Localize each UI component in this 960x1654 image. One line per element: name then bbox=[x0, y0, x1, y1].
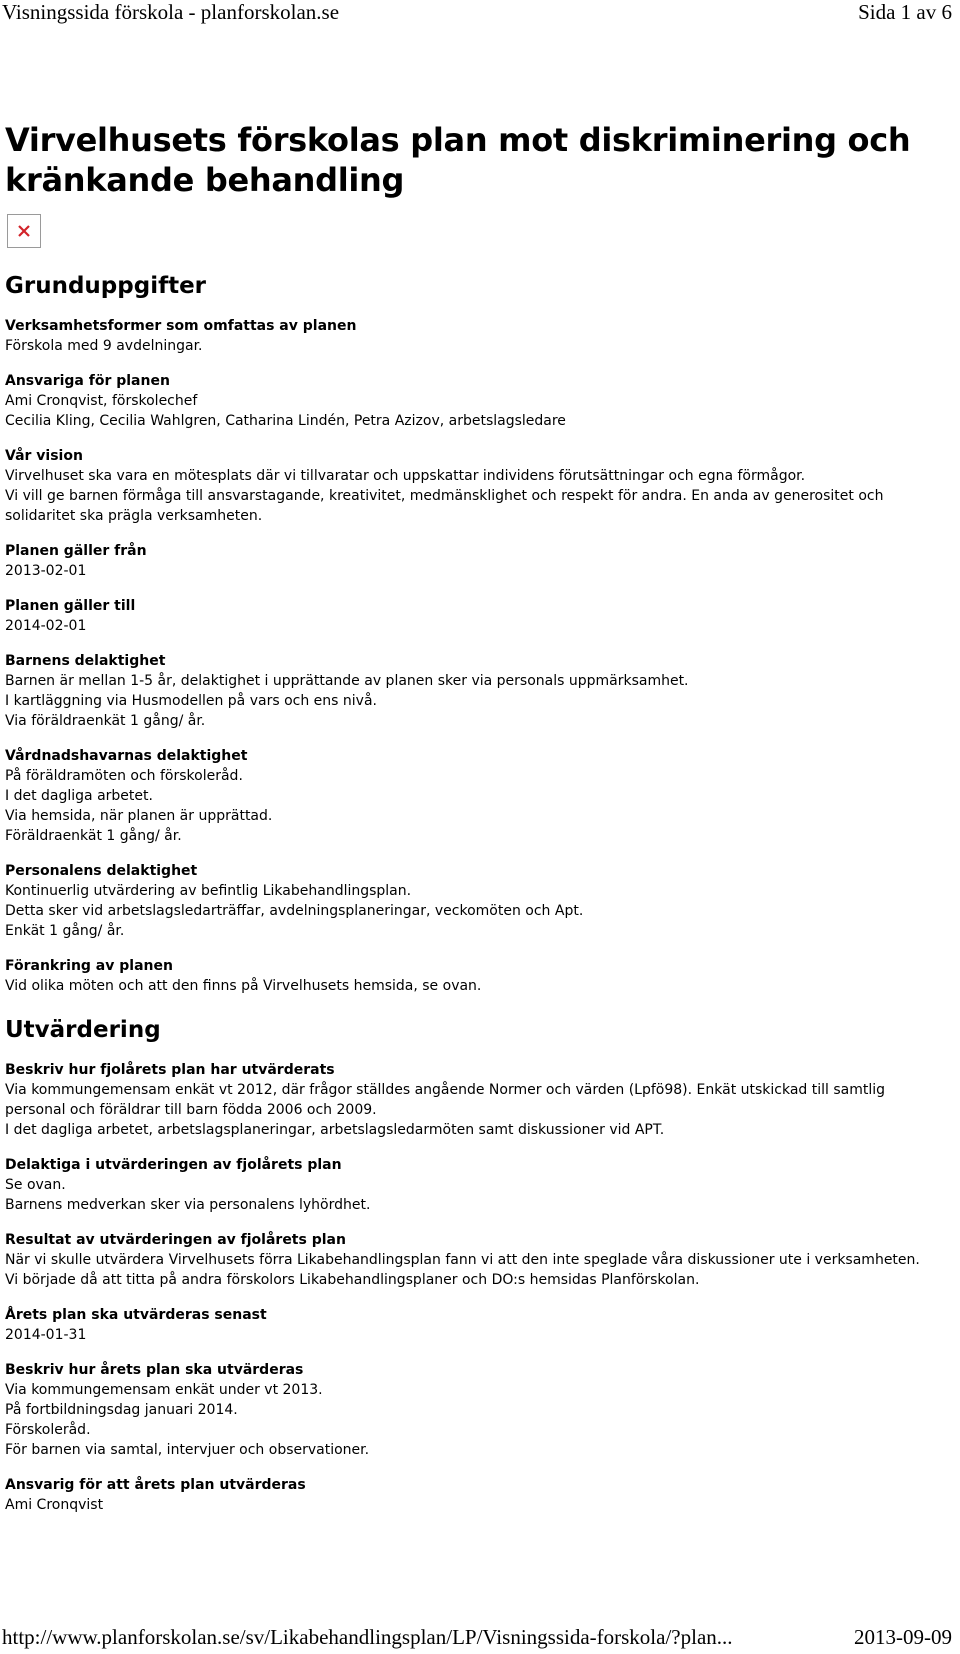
field-label: Årets plan ska utvärderas senast bbox=[5, 1307, 267, 1323]
field-block bbox=[5, 861, 945, 941]
field-block bbox=[5, 1305, 945, 1345]
field-value: Via kommungemensam enkät vt 2012, där frågor ställdes angående Normer och värden (Lpfö98). Enkät utskickad till samtlig personal och föräldrar till barn födda 2006 och 2009. bbox=[5, 1082, 886, 1118]
field-label: Vår vision bbox=[5, 448, 83, 464]
document-title: Virvelhusets förskolas plan mot diskriminering och kränkande behandling bbox=[5, 121, 911, 199]
field-value: Kontinuerlig utvärdering av befintlig Likabehandlingsplan. bbox=[5, 883, 412, 899]
field-label: Personalens delaktighet bbox=[5, 863, 198, 879]
field-label: Vårdnadshavarnas delaktighet bbox=[5, 748, 248, 764]
field-value: Förskoleråd. bbox=[5, 1422, 91, 1438]
field-value: På föräldramöten och förskoleråd. bbox=[5, 768, 243, 784]
header-title: Visningssida förskola - planforskolan.se bbox=[2, 0, 340, 24]
field-value: 2014-01-31 bbox=[5, 1327, 87, 1343]
header-page-number: Sida 1 av 6 bbox=[858, 0, 952, 24]
field-label: Planen gäller till bbox=[5, 598, 136, 614]
field-value: Föräldraenkät 1 gång/ år. bbox=[5, 828, 182, 844]
field-label: Delaktiga i utvärderingen av fjolårets plan bbox=[5, 1157, 342, 1173]
field-value: Via hemsida, när planen är upprättad. bbox=[5, 808, 273, 824]
field-value: Ami Cronqvist bbox=[5, 1497, 104, 1513]
utvardering-list bbox=[5, 1060, 945, 1515]
field-block bbox=[5, 1060, 945, 1140]
field-block bbox=[5, 746, 945, 846]
field-value: Se ovan. bbox=[5, 1177, 66, 1193]
field-block bbox=[5, 596, 945, 636]
field-value: Vi började då att titta på andra förskolors Likabehandlingsplaner och DO:s hemsidas Planförskolan. bbox=[5, 1272, 700, 1288]
field-value: Vi vill ge barnen förmåga till ansvarstagande, kreativitet, medmänsklighet och respekt för andra. En anda av generositet och solidaritet ska prägla verksamheten. bbox=[5, 488, 884, 524]
field-label: Planen gäller från bbox=[5, 543, 147, 559]
broken-image-icon bbox=[7, 214, 41, 248]
field-value: I det dagliga arbetet. bbox=[5, 788, 153, 804]
field-label: Ansvarig för att årets plan utvärderas bbox=[5, 1477, 306, 1493]
field-block bbox=[5, 651, 945, 731]
field-label: Verksamhetsformer som omfattas av planen bbox=[5, 318, 357, 334]
field-block bbox=[5, 1360, 945, 1460]
field-block bbox=[5, 1475, 945, 1515]
field-label: Ansvariga för planen bbox=[5, 373, 170, 389]
field-value: I det dagliga arbetet, arbetslagsplaneringar, arbetslagsledarmöten samt diskussioner vid APT. bbox=[5, 1122, 665, 1138]
field-value: 2014-02-01 bbox=[5, 618, 87, 634]
field-value: Enkät 1 gång/ år. bbox=[5, 923, 125, 939]
field-block bbox=[5, 541, 945, 581]
field-value: Via kommungemensam enkät under vt 2013. bbox=[5, 1382, 323, 1398]
footer-date: 2013-09-09 bbox=[854, 1625, 952, 1649]
section-heading-utvardering: Utvärdering bbox=[5, 1017, 161, 1043]
field-value: 2013-02-01 bbox=[5, 563, 87, 579]
field-value: I kartläggning via Husmodellen på vars och ens nivå. bbox=[5, 693, 377, 709]
field-value: När vi skulle utvärdera Virvelhusets förra Likabehandlingsplan fann vi att den inte speglade våra diskussioner ute i verksamheten. bbox=[5, 1252, 920, 1268]
field-value: Vid olika möten och att den finns på Virvelhusets hemsida, se ovan. bbox=[5, 978, 482, 994]
field-value: Cecilia Kling, Cecilia Wahlgren, Catharina Lindén, Petra Azizov, arbetslagsledare bbox=[5, 413, 566, 429]
field-value: Virvelhuset ska vara en mötesplats där vi tillvaratar och uppskattar individens förutsättningar och egna förmågor. bbox=[5, 468, 806, 484]
field-block bbox=[5, 371, 945, 431]
print-header bbox=[0, 0, 960, 26]
field-label: Resultat av utvärderingen av fjolårets plan bbox=[5, 1232, 346, 1248]
field-value: Förskola med 9 avdelningar. bbox=[5, 338, 203, 354]
print-footer bbox=[0, 1622, 960, 1654]
field-value: Ami Cronqvist, förskolechef bbox=[5, 393, 198, 409]
field-label: Förankring av planen bbox=[5, 958, 173, 974]
field-label: Beskriv hur årets plan ska utvärderas bbox=[5, 1362, 304, 1378]
document-content bbox=[5, 120, 945, 1530]
grunduppgifter-list bbox=[5, 316, 945, 996]
field-value: För barnen via samtal, intervjuer och observationer. bbox=[5, 1442, 370, 1458]
field-label: Barnens delaktighet bbox=[5, 653, 166, 669]
section-heading-grunduppgifter: Grunduppgifter bbox=[5, 273, 207, 299]
field-value: Barnen är mellan 1-5 år, delaktighet i upprättande av planen sker via personals uppmärksamhet. bbox=[5, 673, 689, 689]
field-block bbox=[5, 1155, 945, 1215]
field-block bbox=[5, 446, 945, 526]
field-value: Detta sker vid arbetslagsledarträffar, avdelningsplaneringar, veckomöten och Apt. bbox=[5, 903, 584, 919]
field-block bbox=[5, 956, 945, 996]
field-value: Barnens medverkan sker via personalens lyhördhet. bbox=[5, 1197, 371, 1213]
field-block bbox=[5, 316, 945, 356]
field-value: På fortbildningsdag januari 2014. bbox=[5, 1402, 238, 1418]
field-label: Beskriv hur fjolårets plan har utvärderats bbox=[5, 1062, 335, 1078]
field-block bbox=[5, 1230, 945, 1290]
field-value: Via föräldraenkät 1 gång/ år. bbox=[5, 713, 206, 729]
footer-url: http://www.planforskolan.se/sv/Likabehandlingsplan/LP/Visningssida-forskola/?plan... bbox=[2, 1625, 733, 1649]
